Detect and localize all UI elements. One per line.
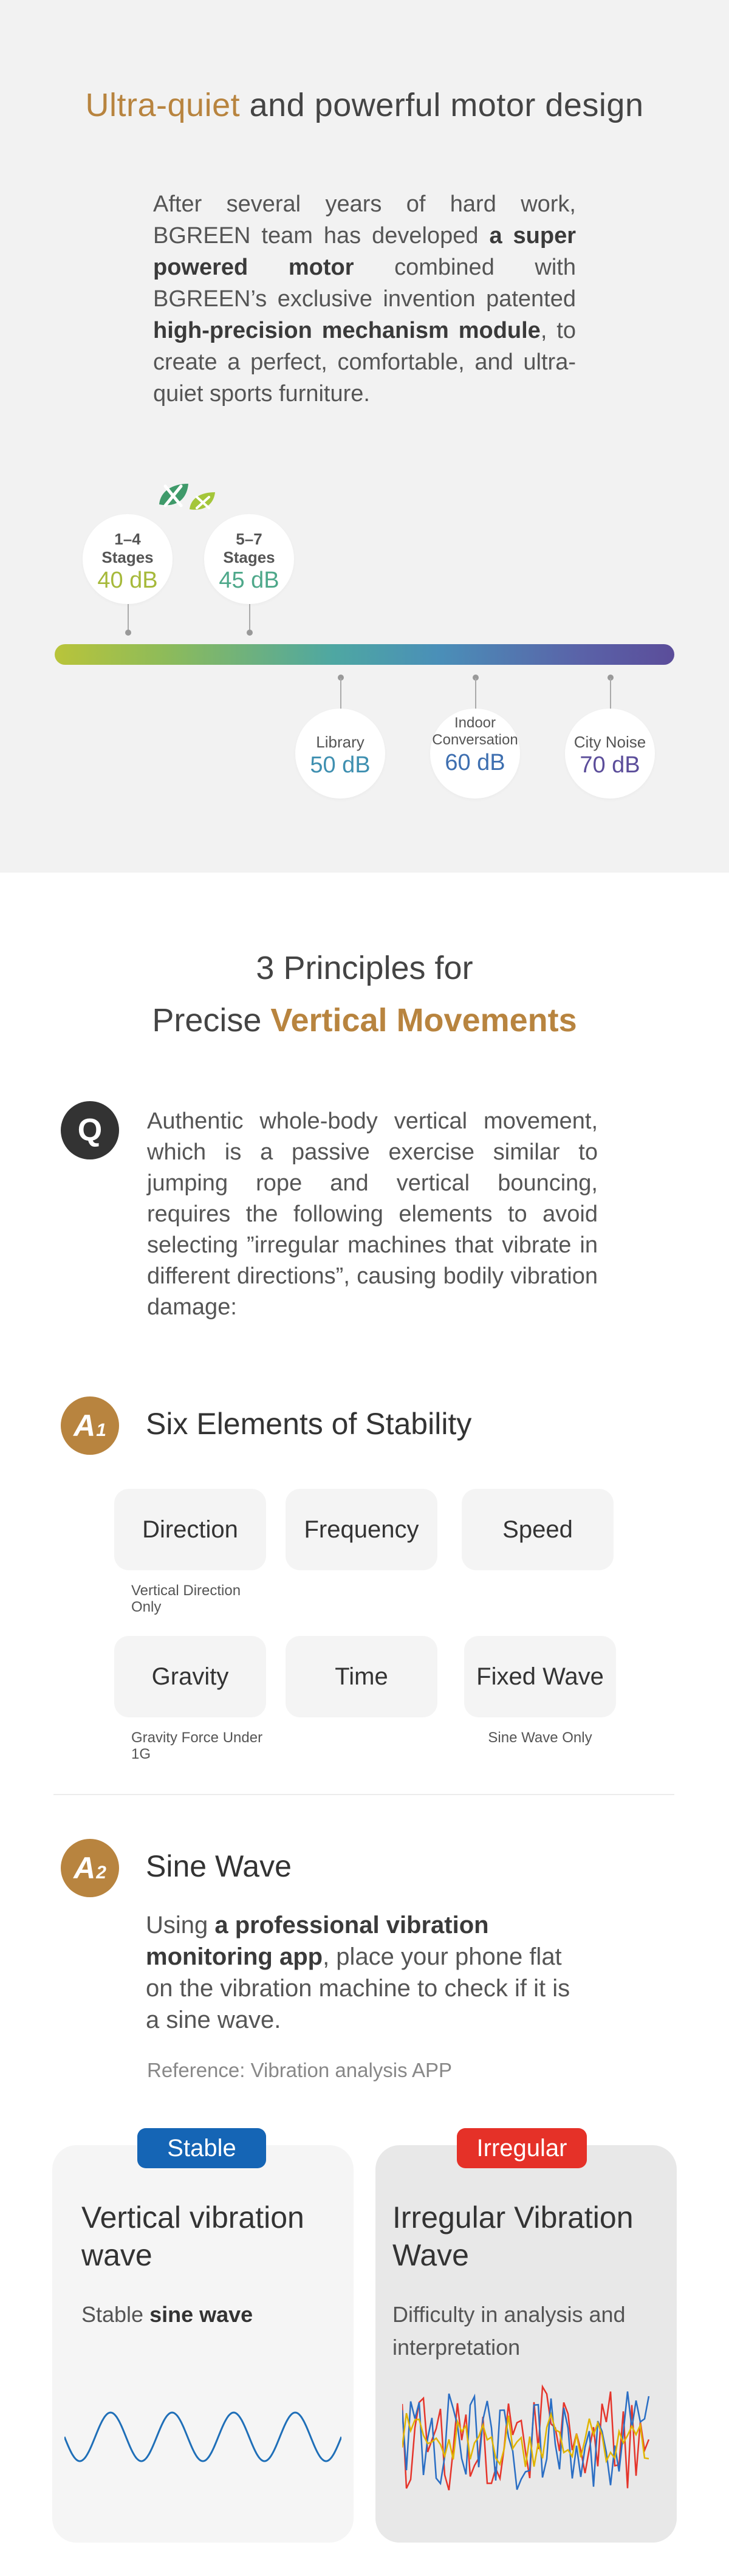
intro-part-bold: a super powered motor [153,223,577,280]
six-elements-title: Six Elements of Stability [146,1407,472,1441]
answer-1-badge [61,1396,119,1455]
irregular-wave-title: Irregular Vibration Wave [392,2200,634,2272]
motor-title [0,86,729,124]
element-card-gravity: Gravity [114,1636,266,1717]
noise-level-indoor-conversation [430,709,520,799]
irregular-wave-subtitle: Difficulty in analysis and interpretation [392,2302,626,2360]
noise-level-1-4-stages [83,514,173,604]
connector-dot [247,630,253,636]
level-line1: 5–7 [236,530,262,548]
connector-stem [128,604,129,632]
motor-title-accent: Ultra-quiet [85,87,241,123]
answer-2-badge [61,1839,119,1897]
intro-part: After several years of hard work, BGREEN team has developed [153,191,576,249]
answer-1-letter: A [74,1409,96,1443]
stable-wave-title: Vertical vibration wave [81,2200,304,2272]
element-note-direction: Vertical Direction Only [131,1582,241,1615]
principles-title-accent: Vertical Movements [270,1002,577,1039]
intro-part-bold: high-precision mechanism module [153,318,541,343]
stable-sub-bold: sine wave [149,2302,253,2327]
level-db: 50 dB [310,752,371,778]
a2-part-bold: a professional vibration monitoring app [146,1912,489,1970]
level-line1: City Noise [573,733,646,751]
level-line2: Stages [223,548,275,566]
motor-intro [153,188,576,410]
leaf-icon [157,480,220,514]
level-line1: 1–4 [114,530,141,548]
answer-2-number: 2 [96,1863,106,1883]
connector-stem [610,678,611,710]
noise-level-city-noise [565,709,655,799]
motor-title-rest: and powerful motor design [240,87,644,123]
level-line1: Library [316,733,364,751]
connector-stem [249,604,250,632]
sine-wave-text [146,1909,586,2036]
stable-wave-subtitle [81,2298,337,2331]
irregular-badge: Irregular [457,2128,587,2168]
irregular-wave-graphic [402,2376,651,2504]
level-db: 70 dB [580,752,640,778]
question-badge: Q [61,1101,119,1159]
element-card-time: Time [286,1636,437,1717]
sine-wave-graphic [64,2400,341,2473]
level-db: 40 dB [97,568,158,593]
element-card-frequency: Frequency [286,1489,437,1570]
level-db: 60 dB [445,750,505,775]
connector-dot [125,630,131,636]
sine-wave-title: Sine Wave [146,1849,292,1883]
a2-part: Using [146,1912,215,1939]
level-line1: Indoor [454,715,496,731]
reference-note: Reference: Vibration analysis APP [147,2059,453,2081]
noise-level-library [295,709,385,799]
level-line2: Stages [101,548,154,566]
section-divider [53,1794,674,1795]
intro-part: combined with BGREEN’s exclusive invention patented [153,255,576,312]
connector-stem [340,678,341,710]
principles-title-line2 [0,1001,729,1039]
principles-title-plain: Precise [152,1002,271,1039]
question-text: Authentic whole-body vertical movement, which is a passive exercise similar to jumping rope and vertical bouncing, requires the following elements to avoid selecting ”irregular machines that vibrate in different directions”, causing bodily vibration damage: [147,1108,598,1320]
element-card-direction: Direction [114,1489,266,1570]
stable-sub-plain: Stable [81,2302,150,2327]
stable-badge: Stable [137,2128,266,2168]
noise-level-5-7-stages [204,514,294,604]
a2-part: , place your phone flat on the vibration machine to check if it is a sine wave. [146,1943,570,2033]
level-line2: Conversation [432,732,518,748]
connector-stem [475,678,476,710]
intro-part: , to create a perfect, comfortable, and ultra-quiet sports furniture. [153,318,576,407]
noise-gradient-bar [55,644,674,665]
level-db: 45 dB [219,568,279,593]
element-note-fixed-wave: Sine Wave Only [488,1729,592,1746]
element-note-gravity: Gravity Force Under 1G [131,1729,263,1762]
element-card-speed: Speed [462,1489,614,1570]
answer-2-letter: A [74,1851,96,1885]
principles-title-line1: 3 Principles for [256,950,473,986]
answer-1-number: 1 [96,1420,106,1440]
element-card-fixed-wave: Fixed Wave [464,1636,616,1717]
